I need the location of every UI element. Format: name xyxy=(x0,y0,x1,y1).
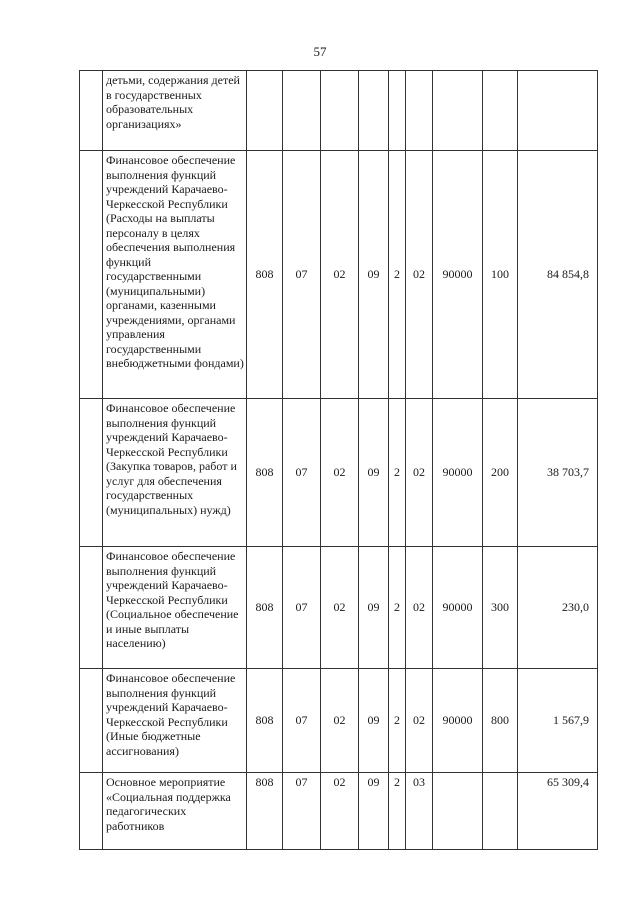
subprogram-code-cell: 2 xyxy=(389,773,406,850)
row-description: Финансовое обеспечение выполнения функций учреждений Карачаево-Черкесской Республики (Закупка товаров, работ и услуг для обеспечения государственных (муниципальных) нужд) xyxy=(103,399,247,547)
expense-type-code-cell: 800 xyxy=(483,669,518,773)
expense-type-code-cell xyxy=(483,71,518,151)
amount-cell: 230,0 xyxy=(518,547,598,669)
row-description: детьми, содержания детей в государственных образовательных организациях» xyxy=(103,71,247,151)
section-code-cell: 07 xyxy=(283,399,321,547)
admin-code-cell: 808 xyxy=(247,399,283,547)
subsection-code-cell: 02 xyxy=(321,547,359,669)
table-row xyxy=(80,547,598,669)
event-code-cell: 02 xyxy=(406,547,433,669)
subprogram-code-cell xyxy=(389,71,406,151)
program-code-cell: 09 xyxy=(359,151,389,399)
subprogram-code-cell: 2 xyxy=(389,547,406,669)
event-code-cell: 02 xyxy=(406,669,433,773)
row-description: Финансовое обеспечение выполнения функций учреждений Карачаево-Черкесской Республики (Иные бюджетные ассигнования) xyxy=(103,669,247,773)
direction-code-cell xyxy=(433,773,483,850)
subprogram-code-cell: 2 xyxy=(389,151,406,399)
event-code-cell xyxy=(406,71,433,151)
direction-code-cell xyxy=(433,71,483,151)
event-code-cell: 02 xyxy=(406,151,433,399)
row-number-cell xyxy=(80,547,103,669)
row-number-cell xyxy=(80,773,103,850)
section-code-cell: 07 xyxy=(283,773,321,850)
amount-cell xyxy=(518,71,598,151)
subprogram-code-cell: 2 xyxy=(389,669,406,773)
subsection-code-cell xyxy=(321,71,359,151)
direction-code-cell: 90000 xyxy=(433,547,483,669)
row-number-cell xyxy=(80,669,103,773)
admin-code-cell: 808 xyxy=(247,773,283,850)
direction-code-cell: 90000 xyxy=(433,151,483,399)
table-row xyxy=(80,151,598,399)
section-code-cell: 07 xyxy=(283,547,321,669)
expense-type-code-cell: 200 xyxy=(483,399,518,547)
table-row xyxy=(80,773,598,850)
subsection-code-cell: 02 xyxy=(321,669,359,773)
admin-code-cell xyxy=(247,71,283,151)
program-code-cell: 09 xyxy=(359,773,389,850)
program-code-cell xyxy=(359,71,389,151)
subsection-code-cell: 02 xyxy=(321,399,359,547)
row-description: Финансовое обеспечение выполнения функций учреждений Карачаево-Черкесской Республики (Расходы на выплаты персоналу в целях обеспечения выполнения функций государственными (муниципальными) органами, казенными учреждениями, органами управления государственными внебюджетными фондами) xyxy=(103,151,247,399)
expense-type-code-cell xyxy=(483,773,518,850)
section-code-cell xyxy=(283,71,321,151)
admin-code-cell: 808 xyxy=(247,669,283,773)
program-code-cell: 09 xyxy=(359,547,389,669)
table-row xyxy=(80,399,598,547)
event-code-cell: 02 xyxy=(406,399,433,547)
subprogram-code-cell: 2 xyxy=(389,399,406,547)
row-number-cell xyxy=(80,71,103,151)
admin-code-cell: 808 xyxy=(247,151,283,399)
direction-code-cell: 90000 xyxy=(433,399,483,547)
event-code-cell: 03 xyxy=(406,773,433,850)
row-description: Основное мероприятие «Социальная поддержка педагогических работников xyxy=(103,773,247,850)
expense-type-code-cell: 100 xyxy=(483,151,518,399)
subsection-code-cell: 02 xyxy=(321,773,359,850)
amount-cell: 84 854,8 xyxy=(518,151,598,399)
direction-code-cell: 90000 xyxy=(433,669,483,773)
amount-cell: 38 703,7 xyxy=(518,399,598,547)
expense-type-code-cell: 300 xyxy=(483,547,518,669)
amount-cell: 65 309,4 xyxy=(518,773,598,850)
row-description: Финансовое обеспечение выполнения функций учреждений Карачаево-Черкесской Республики (Социальное обеспечение и иные выплаты населению) xyxy=(103,547,247,669)
program-code-cell: 09 xyxy=(359,399,389,547)
section-code-cell: 07 xyxy=(283,151,321,399)
subsection-code-cell: 02 xyxy=(321,151,359,399)
section-code-cell: 07 xyxy=(283,669,321,773)
table-row xyxy=(80,669,598,773)
amount-cell: 1 567,9 xyxy=(518,669,598,773)
page-number: 57 xyxy=(313,44,327,59)
row-number-cell xyxy=(80,399,103,547)
admin-code-cell: 808 xyxy=(247,547,283,669)
budget-table xyxy=(79,70,598,850)
program-code-cell: 09 xyxy=(359,669,389,773)
row-number-cell xyxy=(80,151,103,399)
table-row xyxy=(80,71,598,151)
